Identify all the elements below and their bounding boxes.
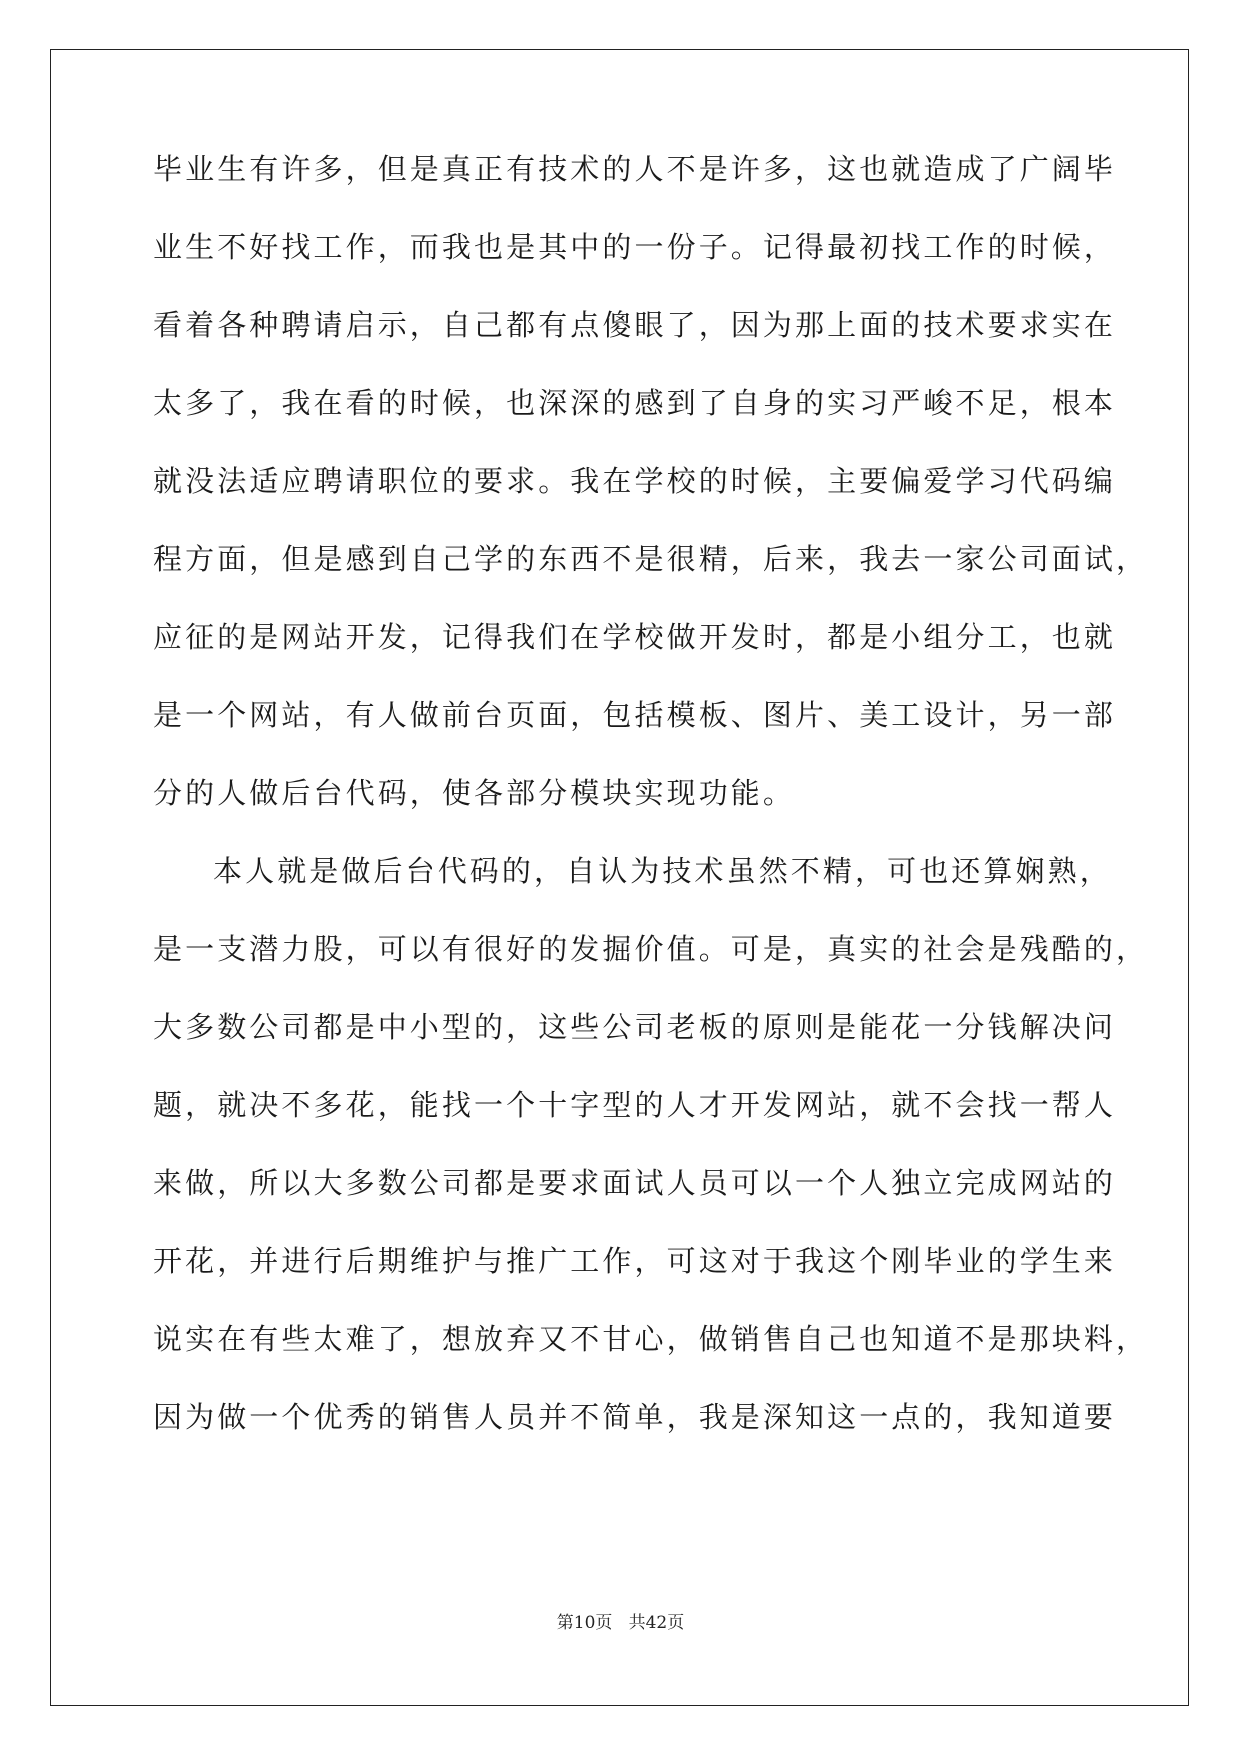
body-line-14: 来做，所以大多数公司都是要求面试人员可以一个人独立完成网站的 [153, 1166, 1117, 1200]
body-line-13: 题，就决不多花，能找一个十字型的人才开发网站，就不会找一帮人 [153, 1088, 1117, 1122]
body-line-5: 就没法适应聘请职位的要求。我在学校的时候，主要偏爱学习代码编 [153, 464, 1117, 498]
body-line-7: 应征的是网站开发，记得我们在学校做开发时，都是小组分工，也就 [153, 620, 1117, 654]
body-line-16: 说实在有些太难了，想放弃又不甘心，做销售自己也知道不是那块料， [153, 1322, 1149, 1356]
body-line-17: 因为做一个优秀的销售人员并不简单，我是深知这一点的，我知道要 [153, 1400, 1117, 1434]
body-line-15: 开花，并进行后期维护与推广工作，可这对于我这个刚毕业的学生来 [153, 1244, 1117, 1278]
body-line-8: 是一个网站，有人做前台页面，包括模板、图片、美工设计，另一部 [153, 698, 1117, 732]
page-number-footer: 第10页 共42页 [556, 1613, 685, 1633]
body-line-9: 分的人做后台代码，使各部分模块实现功能。 [153, 776, 796, 810]
body-line-12: 大多数公司都是中小型的，这些公司老板的原则是能花一分钱解决问 [153, 1010, 1117, 1044]
body-line-4: 太多了，我在看的时候，也深深的感到了自身的实习严峻不足，根本 [153, 386, 1117, 420]
body-line-1: 毕业生有许多，但是真正有技术的人不是许多，这也就造成了广阔毕 [153, 152, 1117, 186]
body-line-11: 是一支潜力股，可以有很好的发掘价值。可是，真实的社会是残酷的， [153, 932, 1149, 966]
body-line-2: 业生不好找工作，而我也是其中的一份子。记得最初找工作的时候， [153, 230, 1117, 264]
body-line-6: 程方面，但是感到自己学的东西不是很精，后来，我去一家公司面试， [153, 542, 1149, 576]
body-line-10: 本人就是做后台代码的，自认为技术虽然不精，可也还算娴熟， [213, 854, 1112, 888]
body-line-3: 看着各种聘请启示，自己都有点傻眼了，因为那上面的技术要求实在 [153, 308, 1117, 342]
